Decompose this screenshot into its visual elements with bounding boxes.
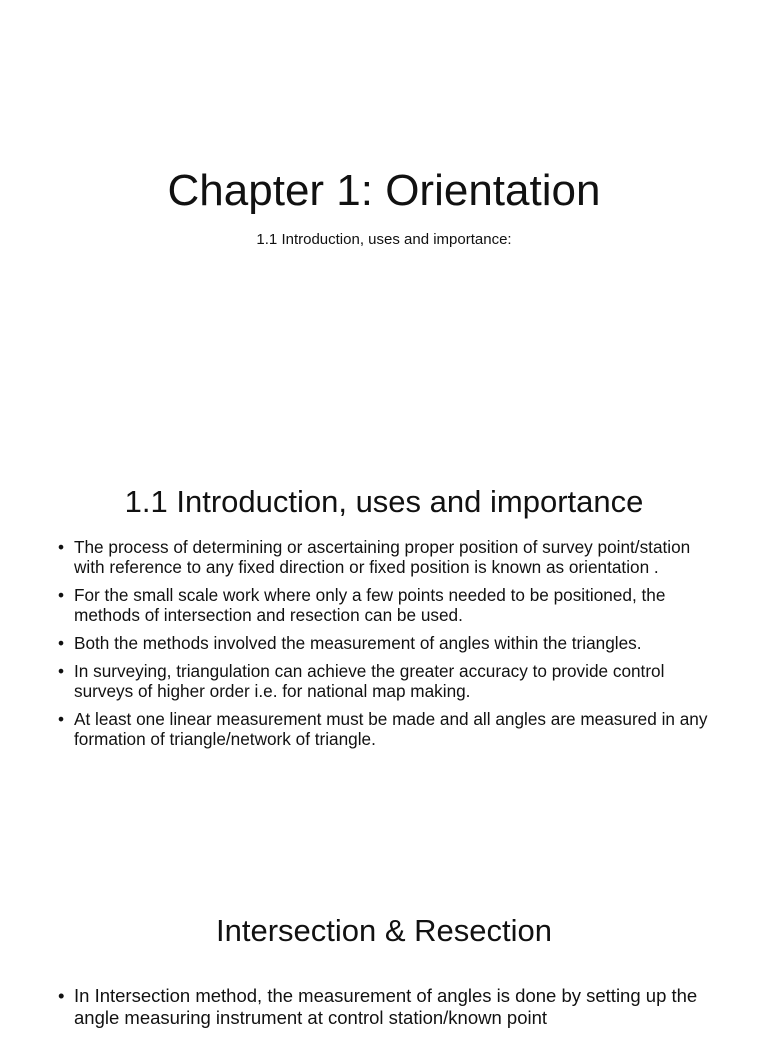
section-title-introduction: 1.1 Introduction, uses and importance	[124, 484, 644, 519]
list-item	[56, 537, 718, 577]
list-item	[56, 585, 718, 625]
bullet-icon: •	[58, 585, 65, 605]
list-item	[56, 661, 718, 701]
list-item-text: Both the methods involved the measurement of angles within the triangles.	[74, 633, 642, 653]
chapter-subtitle: 1.1 Introduction, uses and importance:	[256, 231, 512, 248]
slide-intersection-resection	[0, 860, 768, 1028]
bullet-icon: •	[58, 709, 65, 729]
slide-chapter-title	[0, 0, 768, 430]
bullet-icon: •	[58, 985, 65, 1006]
chapter-title: Chapter 1: Orientation	[167, 166, 601, 215]
section-title-intersection: Intersection & Resection	[215, 913, 552, 948]
bullet-icon: •	[58, 661, 65, 681]
slide-introduction	[0, 430, 768, 860]
list-item-text: The process of determining or ascertaining proper position of survey point/station with reference to any fixed direction or fixed position is known as orientation .	[74, 537, 691, 577]
list-item-text: For the small scale work where only a few points needed to be positioned, the methods of intersection and resection can be used.	[74, 585, 666, 625]
bullet-icon: •	[58, 633, 65, 653]
list-item	[56, 709, 718, 749]
list-item	[56, 985, 728, 1029]
bullet-icon: •	[58, 537, 65, 557]
bullet-list-intersection	[56, 985, 728, 1037]
bullet-list-introduction	[56, 537, 718, 757]
list-item-text: In Intersection method, the measurement of angles is done by setting up the angle measuring instrument at control station/known point	[74, 985, 698, 1028]
list-item	[56, 633, 718, 653]
list-item-text: At least one linear measurement must be made and all angles are measured in any formation of triangle/network of triangle.	[74, 709, 708, 749]
list-item-text: In surveying, triangulation can achieve the greater accuracy to provide control surveys of higher order i.e. for national map making.	[74, 661, 665, 701]
